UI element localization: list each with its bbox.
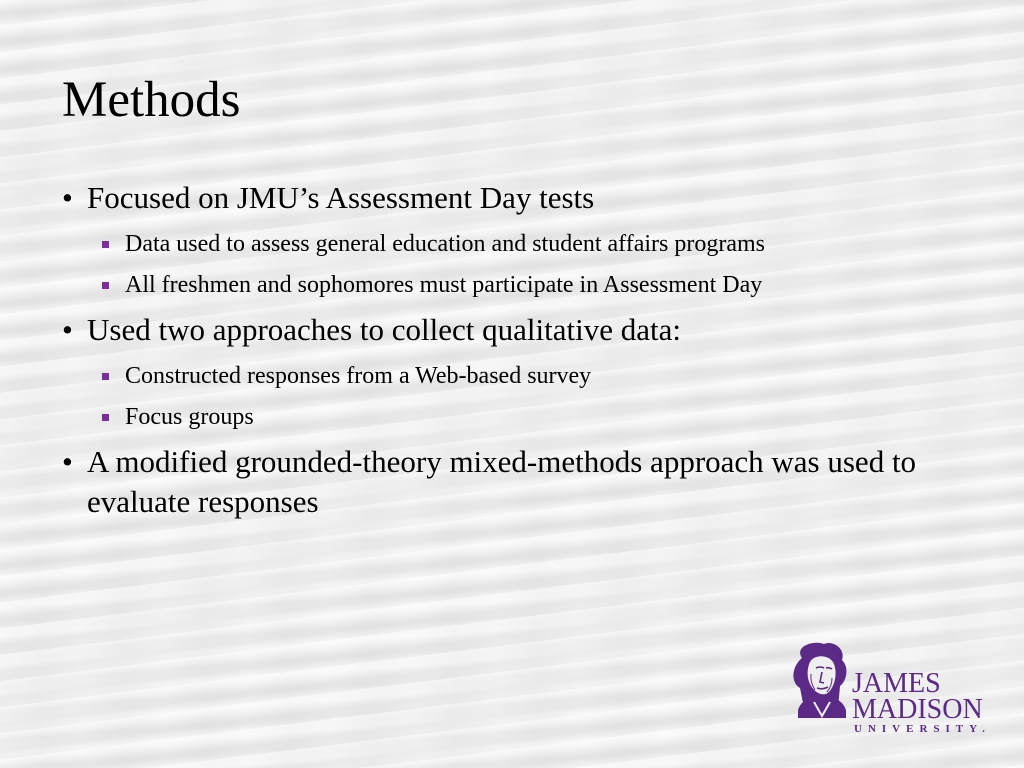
slide-title: Methods bbox=[62, 72, 241, 128]
bullet-dot-icon: • bbox=[62, 180, 73, 215]
sub-bullet-1-2-text: All freshmen and sophomores must participate in Assessment Day bbox=[125, 272, 763, 298]
sub-bullet-2-1-text: Constructed responses from a Web-based survey bbox=[125, 363, 592, 389]
logo-university: UNIVERSITY. bbox=[854, 723, 991, 735]
bullet-3-text: A modified grounded-theory mixed-methods approach was used to evaluate responses bbox=[87, 444, 917, 519]
sub-bullet-1-1-text: Data used to assess general education and student affairs programs bbox=[125, 231, 766, 257]
sub-bullet-1-1 bbox=[62, 229, 942, 259]
bullet-dot-icon: • bbox=[62, 312, 73, 347]
logo-madison: MADISON bbox=[852, 694, 983, 725]
jmu-logo bbox=[780, 638, 992, 736]
bullet-2-text: Used two approaches to collect qualitative data: bbox=[87, 312, 681, 347]
square-bullet-icon bbox=[102, 282, 109, 289]
bullet-3 bbox=[62, 442, 942, 522]
square-bullet-icon bbox=[102, 241, 109, 248]
sub-bullet-2-1 bbox=[62, 361, 942, 391]
logo-james: JAMES bbox=[852, 668, 941, 699]
bullet-1-text: Focused on JMU’s Assessment Day tests bbox=[87, 180, 595, 215]
sub-bullet-2-2-text: Focus groups bbox=[125, 404, 254, 430]
sub-bullet-2-2 bbox=[62, 402, 942, 432]
bullet-1 bbox=[62, 178, 942, 218]
bullet-dot-icon: • bbox=[62, 444, 73, 479]
square-bullet-icon bbox=[102, 373, 109, 380]
madison-portrait-icon bbox=[793, 643, 846, 718]
bullet-2 bbox=[62, 310, 942, 350]
sub-bullet-1-2 bbox=[62, 270, 942, 300]
bullet-list bbox=[62, 178, 942, 522]
square-bullet-icon bbox=[102, 414, 109, 421]
